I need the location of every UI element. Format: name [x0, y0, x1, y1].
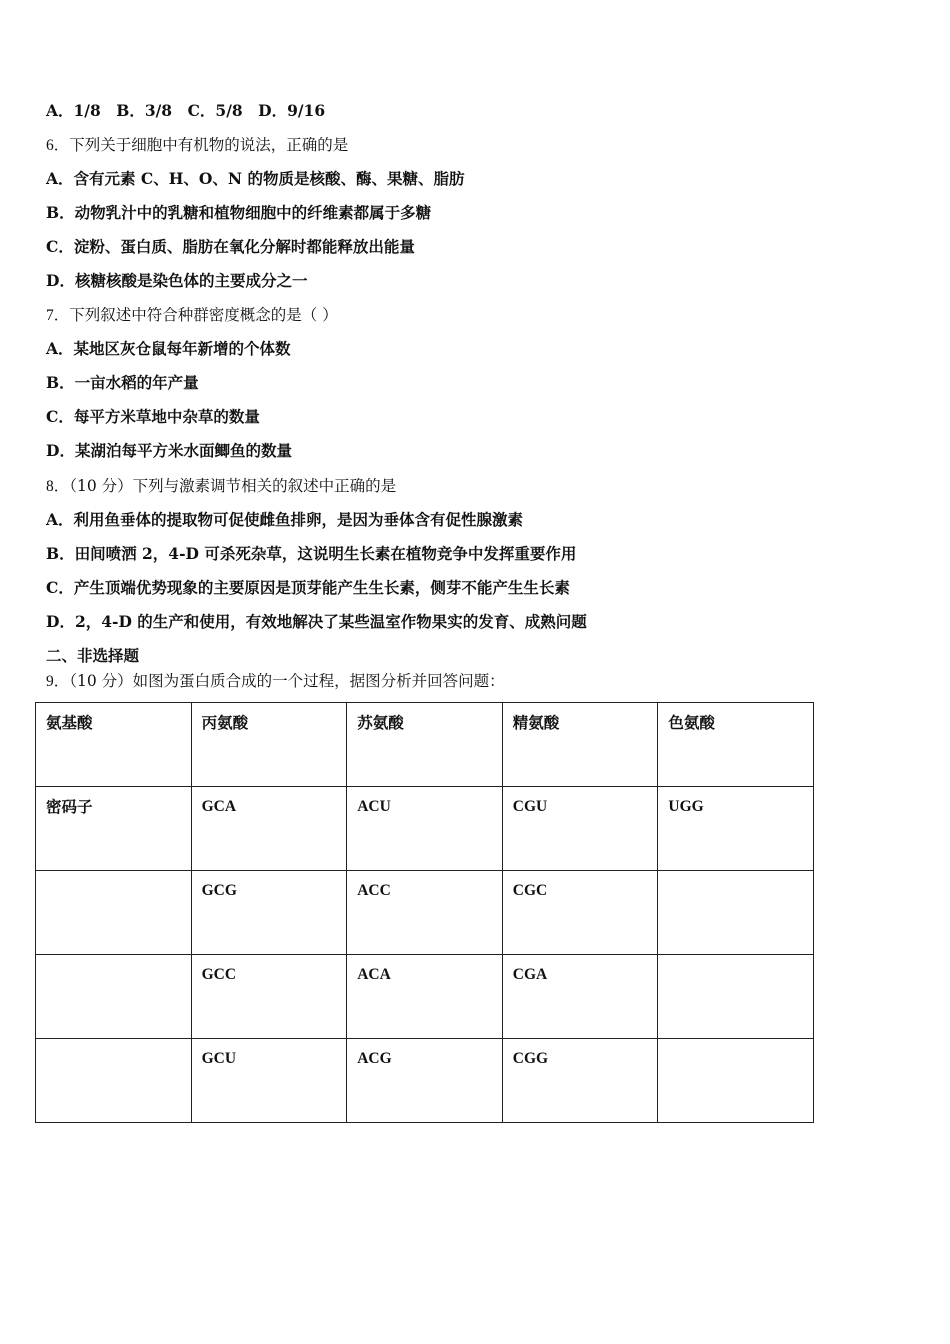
- question-stem: 下列叙述中符合种群密度概念的是（ ）: [69, 306, 338, 324]
- table-cell: GCU: [191, 1039, 347, 1123]
- table-cell: UGG: [658, 787, 814, 871]
- q6-option-a: A．含有元素 C、H、O、N 的物质是核酸、酶、果糖、脂肪: [46, 169, 465, 188]
- question-8: [46, 476, 396, 497]
- table-cell: [658, 1039, 814, 1123]
- question-number: 6．: [46, 137, 70, 154]
- table-cell: ACU: [347, 787, 503, 871]
- table-cell: ACG: [347, 1039, 503, 1123]
- question-number: 8．: [46, 478, 70, 495]
- table-cell: 密码子: [36, 787, 192, 871]
- q6-option-c: C．淀粉、蛋白质、脂肪在氧化分解时都能释放出能量: [46, 237, 415, 256]
- question-stem: 如图为蛋白质合成的一个过程，据图分析并回答问题：: [132, 672, 505, 690]
- question-9: [46, 671, 505, 692]
- question-number: 9．: [46, 673, 70, 690]
- table-cell: ACA: [347, 955, 503, 1039]
- q7-option-b: B．一亩水稻的年产量: [46, 373, 199, 392]
- question-score: （10 分）: [69, 672, 133, 690]
- table-cell: CGA: [502, 955, 658, 1039]
- table-cell: [36, 871, 192, 955]
- table-header-cell: 苏氨酸: [347, 703, 503, 787]
- q8-option-d: D．2，4-D 的生产和使用，有效地解决了某些温室作物果实的发育、成熟问题: [46, 612, 587, 631]
- question-stem: 下列关于细胞中有机物的说法，正确的是: [69, 136, 349, 154]
- q6-option-d: D．核糖核酸是染色体的主要成分之一: [46, 271, 308, 290]
- codon-table: [35, 702, 814, 1123]
- table-cell: GCC: [191, 955, 347, 1039]
- table-row: [36, 955, 814, 1039]
- table-header-cell: 色氨酸: [658, 703, 814, 787]
- q8-option-a: A．利用鱼垂体的提取物可促使雌鱼排卵，是因为垂体含有促性腺激素: [46, 510, 524, 529]
- question-stem: 下列与激素调节相关的叙述中正确的是: [132, 477, 397, 495]
- table-row: [36, 1039, 814, 1123]
- section-heading: 二、非选择题: [46, 646, 140, 665]
- q7-option-d: D．某湖泊每平方米水面鲫鱼的数量: [46, 441, 292, 460]
- table-cell: GCA: [191, 787, 347, 871]
- table-header-cell: 氨基酸: [36, 703, 192, 787]
- question-score: （10 分）: [69, 477, 133, 495]
- q8-option-b: B．田间喷洒 2，4-D 可杀死杂草，这说明生长素在植物竞争中发挥重要作用: [46, 544, 577, 563]
- q7-option-c: C．每平方米草地中杂草的数量: [46, 407, 260, 426]
- question-7: [46, 305, 338, 326]
- table-header-cell: 丙氨酸: [191, 703, 347, 787]
- table-cell: ACC: [347, 871, 503, 955]
- table-row: [36, 787, 814, 871]
- table-cell: [36, 1039, 192, 1123]
- table-header-cell: 精氨酸: [502, 703, 658, 787]
- table-cell: [658, 871, 814, 955]
- table-cell: [658, 955, 814, 1039]
- table-cell: CGG: [502, 1039, 658, 1123]
- q7-option-a: A．某地区灰仓鼠每年新增的个体数: [46, 339, 291, 358]
- question-6: [46, 135, 348, 156]
- table-cell: [36, 955, 192, 1039]
- q5-options: A．1/8 B．3/8 C．5/8 D．9/16: [46, 101, 326, 120]
- table-cell: CGU: [502, 787, 658, 871]
- q8-option-c: C．产生顶端优势现象的主要原因是顶芽能产生生长素，侧芽不能产生生长素: [46, 578, 570, 597]
- table-cell: GCG: [191, 871, 347, 955]
- table-cell: CGC: [502, 871, 658, 955]
- q6-option-b: B．动物乳汁中的乳糖和植物细胞中的纤维素都属于多糖: [46, 203, 432, 222]
- question-number: 7．: [46, 307, 70, 324]
- table-row: [36, 871, 814, 955]
- table-header-row: [36, 703, 814, 787]
